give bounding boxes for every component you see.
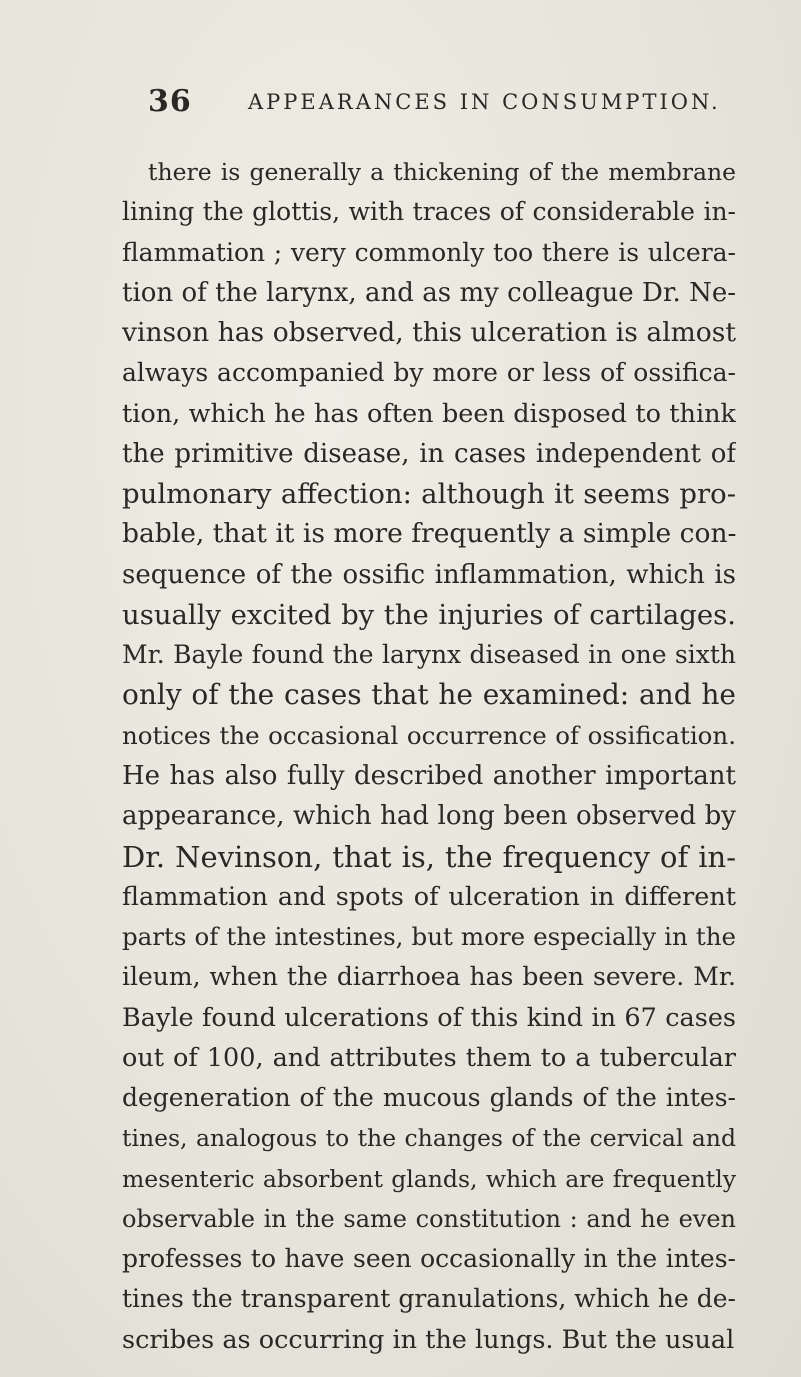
page-number: 36 xyxy=(148,84,192,119)
text-line: observable in the same constitution : and he even xyxy=(122,1205,736,1233)
text-line: vinson has observed, this ulceration is almost xyxy=(122,317,736,348)
text-line: only of the cases that he examined: and he xyxy=(122,678,736,711)
text-line: lining the glottis, with traces of considerable in- xyxy=(122,197,736,226)
text-line: there is generally a thickening of the membrane xyxy=(148,158,736,186)
text-line: Bayle found ulcerations of this kind in 67 cases xyxy=(122,1003,736,1033)
text-line: tion, which he has often been disposed to think xyxy=(122,399,736,429)
text-line: Mr. Bayle found the larynx diseased in one sixth xyxy=(122,640,736,669)
text-line: flammation ; very commonly too there is ulcera- xyxy=(122,238,736,267)
text-line: flammation and spots of ulceration in different xyxy=(122,882,736,912)
text-line: degeneration of the mucous glands of the intes- xyxy=(122,1083,736,1112)
text-line: parts of the intestines, but more especially in the xyxy=(122,922,736,951)
text-line: ileum, when the diarrhoea has been severe. Mr. xyxy=(122,962,736,991)
text-line: usually excited by the injuries of cartilages. xyxy=(122,599,736,631)
text-line: scribes as occurring in the lungs. But the usual xyxy=(122,1325,735,1355)
text-line: sequence of the ossific inflammation, which is xyxy=(122,560,736,590)
text-line: professes to have seen occasionally in the intes- xyxy=(122,1244,736,1273)
text-line: appearance, which had long been observed by xyxy=(122,801,736,831)
text-line: bable, that it is more frequently a simple con- xyxy=(122,518,736,549)
text-line: tion of the larynx, and as my colleague Dr. Ne- xyxy=(122,278,736,308)
text-line: pulmonary affection: although it seems pro- xyxy=(122,478,736,510)
text-line: mesenteric absorbent glands, which are frequently xyxy=(122,1165,736,1193)
text-line: out of 100, and attributes them to a tubercular xyxy=(122,1043,736,1073)
text-line: He has also fully described another important xyxy=(122,761,736,791)
text-line: the primitive disease, in cases independent of xyxy=(122,439,736,469)
text-line: tines, analogous to the changes of the cervical and xyxy=(122,1124,736,1152)
running-head xyxy=(0,82,801,122)
running-title: APPEARANCES IN CONSUMPTION. xyxy=(248,90,721,114)
text-line: tines the transparent granulations, which he de- xyxy=(122,1284,736,1313)
text-line: always accompanied by more or less of ossifica- xyxy=(122,358,736,387)
text-line: notices the occasional occurrence of ossification. xyxy=(122,721,736,750)
text-line: Dr. Nevinson, that is, the frequency of in- xyxy=(122,840,736,874)
